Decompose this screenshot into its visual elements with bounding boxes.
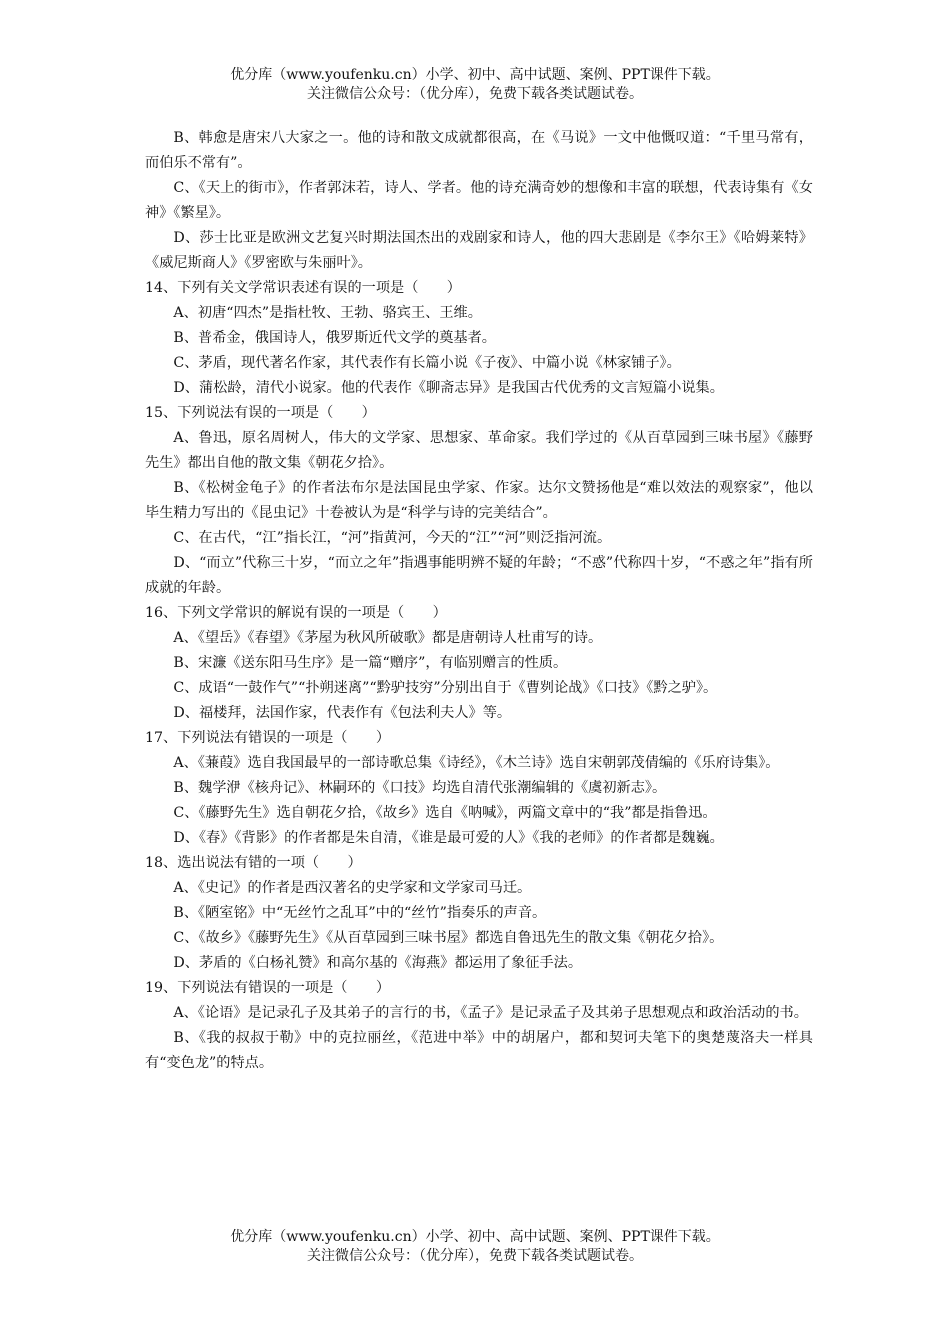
option-paragraph: D、莎士比亚是欧洲文艺复兴时期法国杰出的戏剧家和诗人，他的四大悲剧是《李尔王》《哈姆莱特》《威尼斯商人》《罗密欧与朱丽叶》。 [145, 230, 813, 271]
option-paragraph: C、茅盾，现代著名作家，其代表作有长篇小说《子夜》、中篇小说《林家铺子》。 [173, 355, 681, 371]
option-paragraph: B、魏学洢《核舟记》、林嗣环的《口技》均选自清代张潮编辑的《虞初新志》。 [173, 780, 667, 796]
option-paragraph: A、《蒹葭》选自我国最早的一部诗歌总集《诗经》，《木兰诗》选自宋朝郭茂倩编的《乐府诗集》。 [173, 755, 780, 771]
option-paragraph: A、《论语》是记录孔子及其弟子的言行的书，《孟子》是记录孟子及其弟子思想观点和政治活动的书。 [173, 1005, 808, 1021]
question-heading: 17、下列说法有错误的一项是（ ） [145, 730, 391, 746]
option-paragraph: D、茅盾的《白杨礼赞》和高尔基的《海燕》都运用了象征手法。 [173, 955, 583, 971]
header-line-1: 优分库（www.youfenku.cn）小学、初中、高中试题、案例、PPT课件下载。 [230, 67, 720, 83]
option-paragraph: C、《天上的街市》，作者郭沫若，诗人、学者。他的诗充满奇妙的想像和丰富的联想，代表诗集有《女神》《繁星》。 [145, 180, 813, 221]
option-paragraph: D、福楼拜，法国作家，代表作有《包法利夫人》等。 [173, 705, 512, 721]
option-paragraph: C、成语“一鼓作气”“扑朔迷离”“黔驴技穷”分别出自于《曹刿论战》《口技》《黔之驴》。 [173, 680, 718, 696]
option-paragraph: A、初唐“四杰”是指杜牧、王勃、骆宾王、王维。 [173, 305, 482, 321]
option-paragraph: C、《藤野先生》选自朝花夕拾，《故乡》选自《呐喊》，两篇文章中的“我”都是指鲁迅。 [173, 805, 717, 821]
option-paragraph: D、《春》《背影》的作者都是朱自清，《谁是最可爱的人》《我的老师》的作者都是魏巍。 [173, 830, 724, 846]
option-paragraph: C、《故乡》《藤野先生》《从百草园到三味书屋》都选自鲁迅先生的散文集《朝花夕拾》。 [173, 930, 724, 946]
header-line-2: 关注微信公众号：（优分库），免费下载各类试题试卷。 [307, 86, 643, 102]
option-paragraph: A、《史记》的作者是西汉著名的史学家和文学家司马迁。 [173, 880, 532, 896]
page-header [0, 66, 950, 104]
question-heading: 14、下列有关文学常识表述有误的一项是（ ） [145, 280, 461, 296]
question-heading: 18、选出说法有错的一项（ ） [145, 855, 362, 871]
document-body [145, 126, 813, 1076]
option-paragraph: B、韩愈是唐宋八大家之一。他的诗和散文成就都很高，在《马说》一文中他慨叹道：“千里马常有，而伯乐不常有”。 [145, 130, 813, 171]
question-heading: 16、下列文学常识的解说有误的一项是（ ） [145, 605, 447, 621]
page-footer [0, 1228, 950, 1266]
option-paragraph: B、宋濂《送东阳马生序》是一篇“赠序”，有临别赠言的性质。 [173, 655, 568, 671]
option-paragraph: C、在古代，“江”指长江，“河”指黄河，今天的“江”“河”则泛指河流。 [173, 530, 612, 546]
footer-line-1: 优分库（www.youfenku.cn）小学、初中、高中试题、案例、PPT课件下载。 [230, 1229, 720, 1245]
footer-line-2: 关注微信公众号：（优分库），免费下载各类试题试卷。 [307, 1248, 643, 1264]
option-paragraph: A、鲁迅，原名周树人，伟大的文学家、思想家、革命家。我们学过的《从百草园到三味书屋》《藤野先生》都出自他的散文集《朝花夕拾》。 [145, 430, 813, 471]
option-paragraph: B、普希金，俄国诗人，俄罗斯近代文学的奠基者。 [173, 330, 496, 346]
option-paragraph: A、《望岳》《春望》《茅屋为秋风所破歌》都是唐朝诗人杜甫写的诗。 [173, 630, 603, 646]
option-paragraph: B、《松树金龟子》的作者法布尔是法国昆虫学家、作家。达尔文赞扬他是“难以效法的观察家”，他以毕生精力写出的《昆虫记》十卷被认为是“科学与诗的完美结合”。 [145, 480, 813, 521]
option-paragraph: B、《陋室铭》中“无丝竹之乱耳”中的“丝竹”指奏乐的声音。 [173, 905, 547, 921]
option-paragraph: D、“而立”代称三十岁，“而立之年”指遇事能明辨不疑的年龄；“不惑”代称四十岁，“不惑之年”指有所成就的年龄。 [145, 555, 813, 596]
option-paragraph: B、《我的叔叔于勒》中的克拉丽丝，《范进中举》中的胡屠户，都和契诃夫笔下的奥楚蔑洛夫一样具有“变色龙”的特点。 [145, 1030, 813, 1071]
option-paragraph: D、蒲松龄，清代小说家。他的代表作《聊斋志异》是我国古代优秀的文言短篇小说集。 [173, 380, 724, 396]
question-heading: 19、下列说法有错误的一项是（ ） [145, 980, 391, 996]
question-heading: 15、下列说法有误的一项是（ ） [145, 405, 376, 421]
